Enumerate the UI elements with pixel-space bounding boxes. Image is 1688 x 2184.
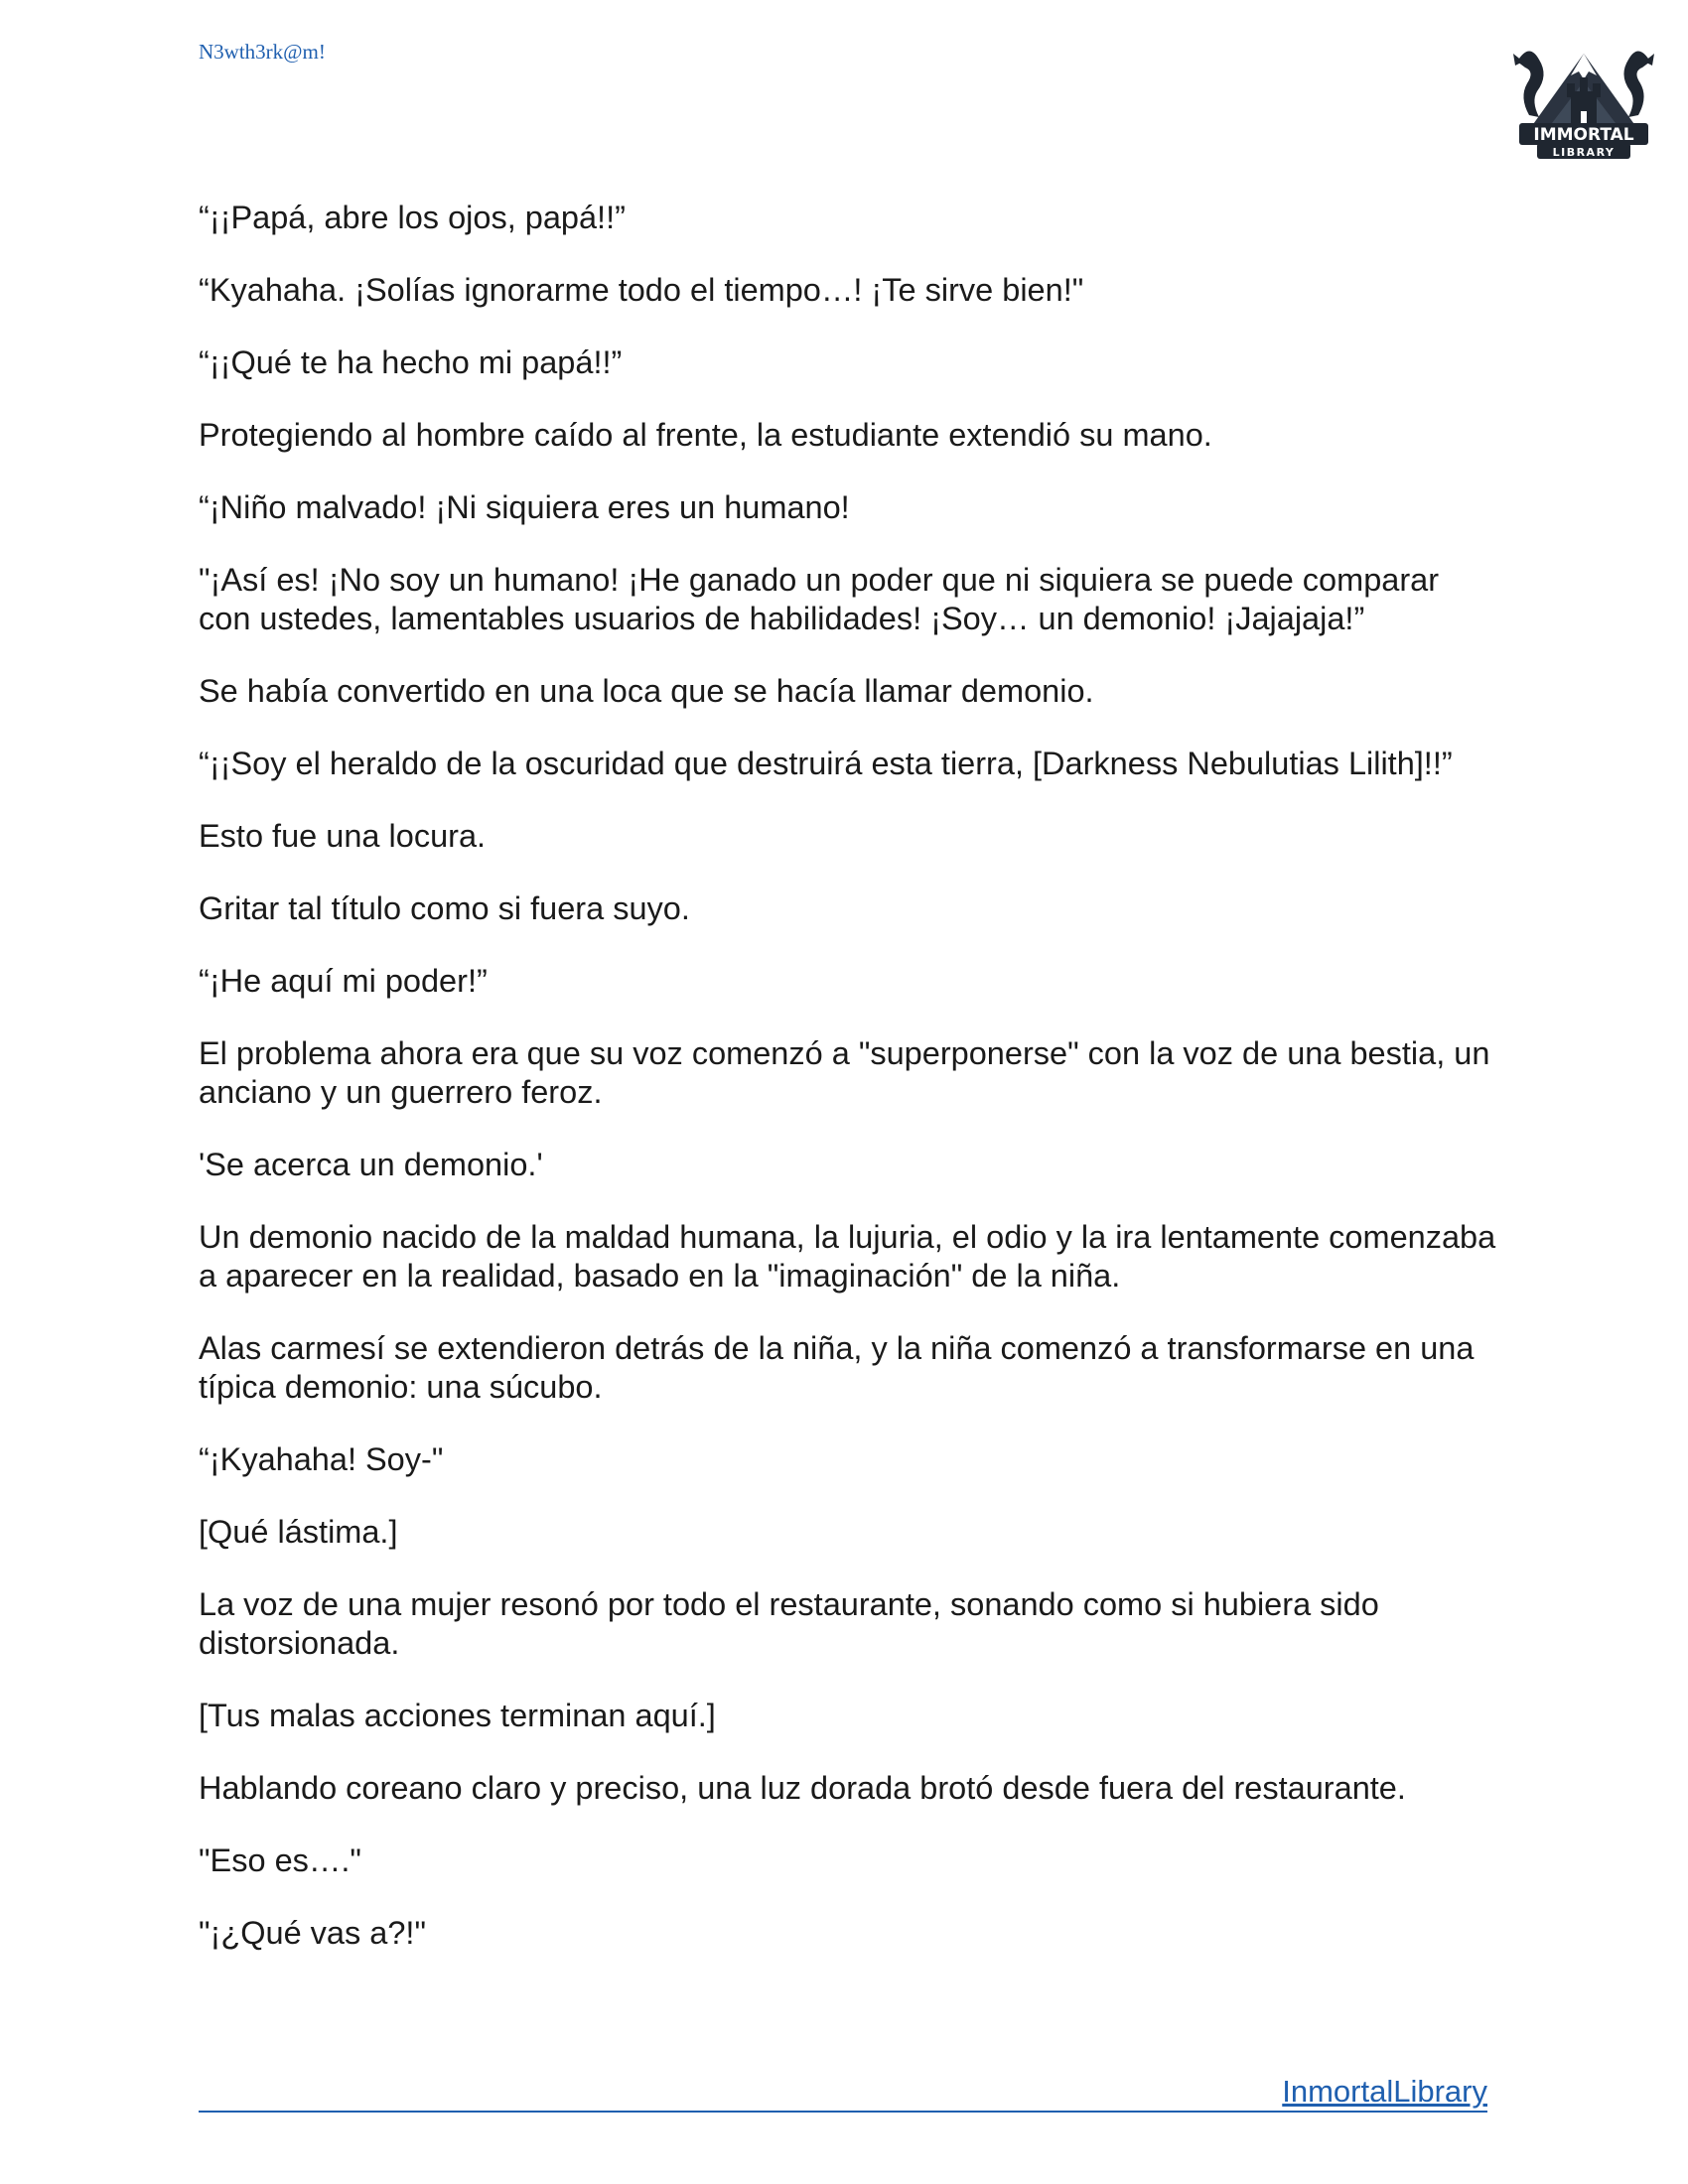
immortal-library-logo — [1509, 32, 1658, 165]
paragraph: “¡He aquí mi poder!” — [199, 963, 488, 999]
paragraph: Gritar tal título como si fuera suyo. — [199, 890, 690, 926]
paragraph: Un demonio nacido de la maldad humana, la lujuria, el odio y la ira lentamente comenzaba a aparecer en la realidad, basado en la "imaginación" de la niña. — [199, 1219, 1496, 1294]
paragraph: Hablando coreano claro y preciso, una luz dorada brotó desde fuera del restaurante. — [199, 1770, 1406, 1806]
paragraph: [Tus malas acciones terminan aquí.] — [199, 1698, 716, 1733]
paragraph: [Qué lástima.] — [199, 1514, 398, 1550]
paragraph: “¡¡Papá, abre los ojos, papá!!” — [199, 200, 626, 235]
paragraph: "Eso es…." — [199, 1843, 361, 1878]
story-body — [199, 199, 1499, 1986]
paragraph: La voz de una mujer resonó por todo el restaurante, sonando como si hubiera sido distorsionada. — [199, 1586, 1379, 1661]
paragraph: Alas carmesí se extendieron detrás de la niña, y la niña comenzó a transformarse en una típica demonio: una súcubo. — [199, 1330, 1475, 1405]
paragraph: Esto fue una locura. — [199, 818, 487, 854]
footer-link[interactable]: InmortalLibrary — [1282, 2074, 1487, 2109]
paragraph: “Kyahaha. ¡Solías ignorarme todo el tiempo…! ¡Te sirve bien!" — [199, 272, 1084, 308]
footer-divider — [199, 2111, 1487, 2113]
paragraph: Se había convertido en una loca que se hacía llamar demonio. — [199, 673, 1094, 709]
logo-text-bottom: LIBRARY — [1552, 146, 1616, 159]
paragraph: “¡Niño malvado! ¡Ni siquiera eres un humano! — [199, 489, 850, 525]
header-tag: N3wth3rk@m! — [199, 40, 326, 64]
paragraph: “¡Kyahaha! Soy-" — [199, 1441, 444, 1477]
paragraph: "¡¿Qué vas a?!" — [199, 1915, 426, 1951]
logo-text-top: IMMORTAL — [1533, 125, 1634, 145]
paragraph: 'Se acerca un demonio.' — [199, 1147, 543, 1182]
paragraph: El problema ahora era que su voz comenzó a "superponerse" con la voz de una bestia, un anciano y un guerrero feroz. — [199, 1035, 1490, 1110]
paragraph: “¡¡Qué te ha hecho mi papá!!” — [199, 344, 623, 380]
paragraph: "¡Así es! ¡No soy un humano! ¡He ganado un poder que ni siquiera se puede comparar con ustedes, lamentables usuarios de habilidades! ¡Soy… un demonio! ¡Jajajaja!” — [199, 562, 1440, 636]
paragraph: Protegiendo al hombre caído al frente, la estudiante extendió su mano. — [199, 417, 1212, 453]
paragraph: “¡¡Soy el heraldo de la oscuridad que destruirá esta tierra, [Darkness Nebulutias Lilith]!!” — [199, 746, 1453, 781]
